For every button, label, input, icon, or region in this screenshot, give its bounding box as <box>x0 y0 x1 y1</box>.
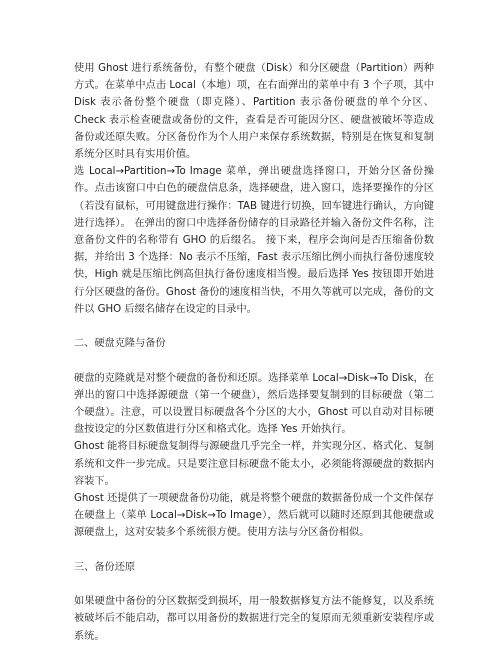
paragraph-gap <box>74 542 434 559</box>
paragraph-ghost-intro: 使用 Ghost 进行系统备份，有整个硬盘（Disk）和分区硬盘（Partition）两种方式。在菜单中点击 Local（本地）项，在右面弹出的菜单中有 3 个子项，其中 Disk 表示备份整个硬盘（即克隆）、Partition 表示备份硬盘的单个分区、Check 表示检查硬盘或备份的文件，查看是否可能因分区、硬盘被破坏等造成备份或还原失败。分区备份作为个人用户来保存系统数据，特别是在恢复和复制系统分区时具有实用价值。 <box>74 63 434 161</box>
paragraph-partition-backup: 选 Local→Partition→To Image 菜单，弹出硬盘选择窗口，开始分区备份操作。点击该窗口中白色的硬盘信息条，选择硬盘，进入窗口，选择要操作的分区（若没有鼠标，可用键盘进行操作：TAB 键进行切换，回车键进行确认，方向键进行选择）。 在弹出的窗口中选择备份储存的目录路径并输入备份文件名称，注意备份文件的名称带有 GHO 的后缀名。 接下来，程序会询问是否压缩备份数据，并给出 3 个选择：No 表示不压缩，Fast 表示压缩比例小而执行备份速度较快，High 就是压缩比例高但执行备份速度相当慢。最后选择 Yes 按钮即开始进行分区硬盘的备份。Ghost 备份的速度相当快，不用久等就可以完成，备份的文件以 GHO 后缀名储存在设定的目录中。 <box>74 166 434 315</box>
paragraph-disk-image: Ghost 还提供了一项硬盘备份功能，就是将整个硬盘的数据备份成一个文件保存在硬盘上（菜单 Local→Disk→To Image），然后就可以随时还原到其他硬盘或源硬盘上，这对安装多个系统很方便。使用方法与分区备份相似。 <box>74 493 434 539</box>
section-heading-disk-clone: 二、硬盘克隆与备份 <box>74 338 166 350</box>
paragraph-gap <box>74 352 434 369</box>
section-heading-restore: 三、备份还原 <box>74 561 136 573</box>
paragraph-disk-clone: 硬盘的克隆就是对整个硬盘的备份和还原。选择菜单 Local→Disk→To Disk，在弹出的窗口中选择源硬盘（第一个硬盘），然后选择要复制到的目标硬盘（第二个硬盘）。注意，可以设置目标硬盘各个分区的大小，Ghost 可以自动对目标硬盘按设定的分区数值进行分区和格式化。选择 Yes 开始执行。 <box>74 372 434 436</box>
paragraph-gap <box>74 576 434 593</box>
paragraph-clone-note: Ghost 能将目标硬盘复制得与源硬盘几乎完全一样，并实现分区、格式化、复制系统和文件一步完成。只是要注意目标硬盘不能太小，必须能将源硬盘的数据内容装下。 <box>74 441 434 487</box>
paragraph-restore: 如果硬盘中备份的分区数据受到损坏，用一般数据修复方法不能修复，以及系统被破坏后不能启动，都可以用备份的数据进行完全的复原而无须重新安装程序或系统。 <box>74 596 434 642</box>
document-body <box>74 60 434 645</box>
paragraph-gap <box>74 318 434 335</box>
